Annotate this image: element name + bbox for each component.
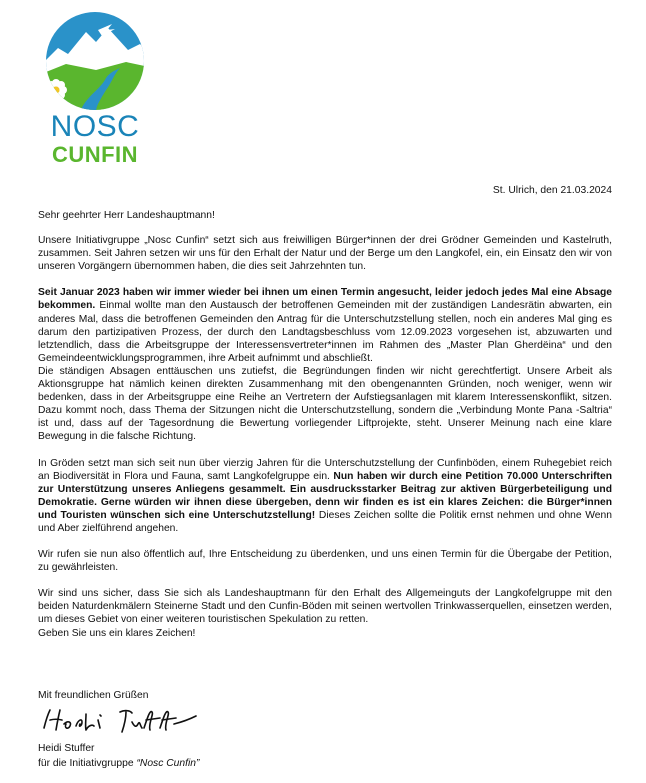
closing-greeting: Mit freundlichen Grüßen xyxy=(38,690,149,701)
signature-image xyxy=(40,706,210,736)
paragraph-petition xyxy=(38,457,612,536)
signer-group xyxy=(38,757,199,770)
paragraph-conclusion xyxy=(38,587,612,639)
logo-nosc-text: NOSC xyxy=(50,110,140,143)
appointments-text: Einmal wollte man den Austausch der betroffenen Gemeinden mit der zuständigen Landesrätin abwarten, ein anderes Mal, dass die betroffenen Gemeinden den Antrag für die Unterschutzstellung stellen, noch ein anderes Mal ging es darum den partizipativen Prozess, der durch den Landtagsbeschluss vom 12.09.2023 vorgesehen ist, abzuwarten und letztendlich, dass die Arbeitsgruppe der Interessensvertreter*innen im Rahmen des „Master Plan Gherdëina“ und den Gemeindeentwicklungsprogrammen, ihre Arbeit aufnimmt und abschließt. xyxy=(38,300,612,364)
paragraph-appeal: Wir rufen sie nun also öffentlich auf, Ihre Entscheidung zu überdenken, und uns einen Termin für die Übergabe der Petition, zu gewährleisten. xyxy=(38,549,612,574)
paragraph-disappointment: Die ständigen Absagen enttäuschen uns zutiefst, die Begründungen finden wir nicht gerechtfertigt. Unsere Arbeit als Aktionsgruppe hat nämlich keinen direkten Zusammenhang mit den obengenannten Gründen, noch weniger, wenn wir bedenken, dass in der Arbeitsgruppe eine Reihe an Vertretern der Aufstiegsanlagen mit klarem Interessenskonflikt, sitzen. Dazu kommt noch, dass Thema der Sitzungen nicht die Unterschutzstellung, sondern die „Verbindung Monte Pana -Saltria“ ist und, dass auf der Tagesordnung die Bewertung vorliegender Liftprojekte, steht. Unserer Meinung nach eine klare Bewegung in die falsche Richtung. xyxy=(38,365,612,443)
handwritten-signature xyxy=(40,706,210,736)
letter-date: St. Ulrich, den 21.03.2024 xyxy=(492,185,612,196)
group-name: “Nosc Cunfin” xyxy=(136,758,200,769)
conclusion-last-line: Geben Sie uns ein klares Zeichen! xyxy=(38,627,196,639)
signer-name: Heidi Stuffer xyxy=(38,743,95,754)
appointments-bold: Seit Januar 2023 haben wir immer wieder bei ihnen um einen Termin angesucht, leider jedoch jedes Mal eine Absage bekommen. xyxy=(38,287,612,312)
logo-cunfin-text: CUNFIN xyxy=(51,142,139,167)
petition-text-1: In Gröden setzt man sich seit nun über vierzig Jahren für die Unterschutzstellung der Cunfinböden, einem Ruhegebiet reich an Biodiversität in Flora und Fauna, samt Langkofelgruppe ein. xyxy=(38,457,612,482)
group-prefix: für die Initiativgruppe xyxy=(38,758,137,769)
letter-body xyxy=(38,209,612,653)
petition-text-2: Dieses Zeichen sollte die Politik ernst nehmen und ohne Wenn und Aber zielführend angehen. xyxy=(38,509,612,534)
logo xyxy=(36,10,154,168)
paragraph-appointments-main xyxy=(38,286,612,365)
logo-emblem xyxy=(36,10,154,112)
petition-bold: Nun haben wir durch eine Petition 70.000 Unterschriften zur Unterstützung unseres Anliegens gesammelt. Ein ausdrucksstarker Beitrag zur aktiven Bürgerbeteiligung und Demokratie. Gerne würden wir ihnen diese übergeben, denn wir finden es ist ein klares Zeichen: die Bürger*innen und Touristen wünschen sich eine Unterschutzstellung! xyxy=(38,470,612,521)
conclusion-text: Wir sind uns sicher, dass Sie sich als Landeshauptmann für den Erhalt des Allgemeinguts der Langkofelgruppe mit den beiden Naturdenkmälern Steinerne Stadt und den Cunfin-Böden mit seinen wertvollen Trinkwasserquellen, einsetzen werden, um dieses Gebiet von einer weiteren touristischen Spekulation zu retten. xyxy=(38,588,612,626)
paragraph-appointments xyxy=(38,286,612,443)
salutation: Sehr geehrter Herr Landeshauptmann! xyxy=(38,210,215,221)
paragraph-intro: Unsere Initiativgruppe „Nosc Cunfin“ setzt sich aus freiwilligen Bürger*innen der drei Grödner Gemeinden und Kastelruth, zusammen. Seit Jahren setzen wir uns für den Erhalt der Natur und der Berge um den Langkofel, ein, ein Einsatz den wir von unseren Vorgängern übernommen haben, die dies seit Jahrzehnten tun. xyxy=(38,235,612,273)
